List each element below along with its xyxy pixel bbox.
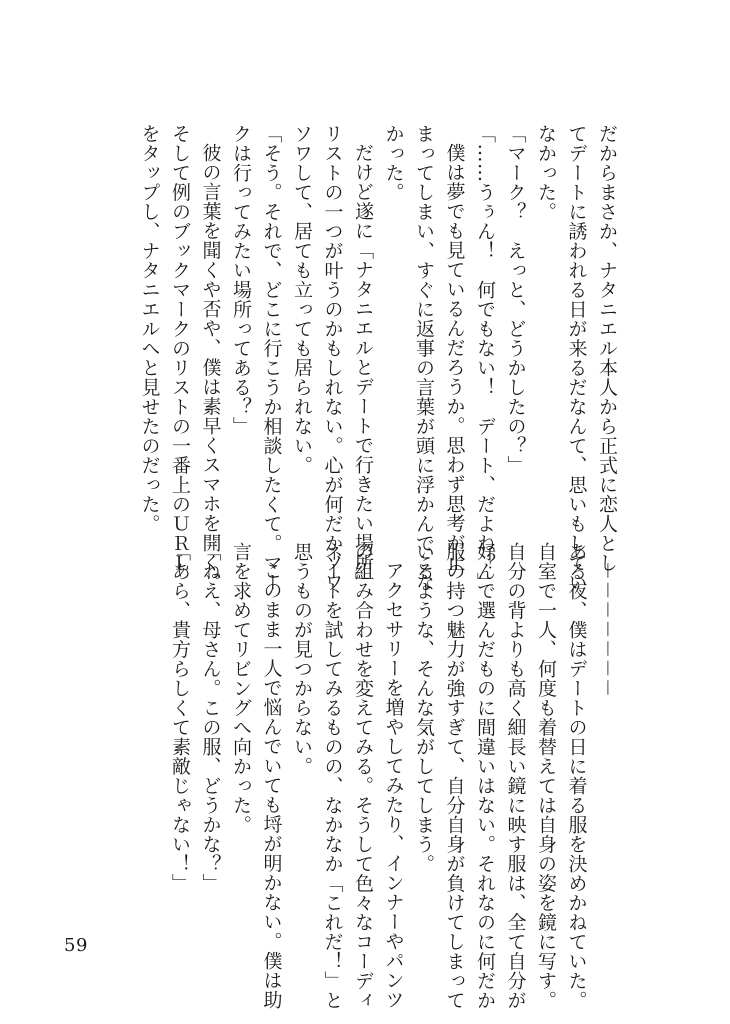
text-column: ある夜、僕はデートの日に着る服を決めかねていた。 (565, 542, 588, 1010)
text-column: 好んで選んだものに間違いはない。それなのに何だか (474, 542, 496, 1010)
text-column: 言を求めてリビングへ向かった。 (230, 542, 252, 835)
text-column: クは行ってみたい場所ってある？」 (230, 124, 252, 436)
text-column: だけど遂に「ナタニエルとデートで行きたい場所」 (352, 143, 374, 592)
text-column: だからまさか、ナタニエル本人から正式に恋人とし (596, 124, 618, 573)
text-column: アクセサリーを増やしてみたり、インナーやパンツ (382, 561, 405, 1010)
text-column: かった。 (382, 124, 405, 202)
text-column: てデートに誘われる日が来るだなんて、思いもしてい (565, 124, 588, 592)
text-column: リストの一つが叶うのかもしれない。心が何だかソワ (321, 124, 344, 592)
text-column: 僕は夢でも見ているんだろうか。思わず思考が止 (443, 143, 466, 572)
text-block-bottom (165, 542, 623, 1010)
text-column: をタップし、ナタニエルへと見せたのだった。 (138, 124, 161, 534)
text-column: 「……うぅん！ 何でもない！ デート、だよね？」 (474, 124, 496, 592)
text-column: の組み合わせを変えてみる。そうして色々なコーディ (352, 542, 374, 1010)
text-column: このまま一人で悩んでいても埒が明かない。僕は助 (260, 561, 283, 1010)
text-column: 自分の背よりも高く細長い鏡に映す服は、全て自分が (504, 542, 527, 1010)
text-column: 服の持つ魅力が強すぎて、自分自身が負けてしまって (443, 542, 466, 1010)
text-column: 「あら、貴方らしくて素敵じゃない！」 (169, 542, 191, 893)
text-column: 「そう。それで、どこに行こうか相談したくて。マー (260, 124, 283, 592)
text-block-top (134, 124, 622, 592)
text-column: まってしまい、すぐに返事の言葉が頭に浮かんでこな (413, 124, 435, 592)
text-column: 「マーク？ えっと、どうかしたの？」 (504, 124, 527, 475)
text-column: そして例のブックマークのリストの一番上のＵＲＬ (169, 124, 191, 573)
text-column: ソワして、居ても立っても居られない。 (291, 124, 313, 475)
text-column: いるような、そんな気がしてしまう。 (413, 542, 435, 874)
text-column: なかった。 (535, 124, 557, 222)
text-column: 「ねえ、母さん。この服、どうかな？」 (199, 542, 222, 893)
text-column: 自室で一人、何度も着替えては自身の姿を鏡に写す。 (535, 542, 557, 1010)
page-number: 59 (64, 935, 88, 956)
text-column: 思うものが見つからない。 (291, 542, 313, 776)
text-column: ネートを試してみるものの、なかなか「これだ！」と (321, 542, 344, 1010)
scene-break: －－－－－－－ (596, 561, 618, 698)
text-column: 彼の言葉を聞くや否や、僕は素早くスマホを開く。 (199, 143, 222, 592)
